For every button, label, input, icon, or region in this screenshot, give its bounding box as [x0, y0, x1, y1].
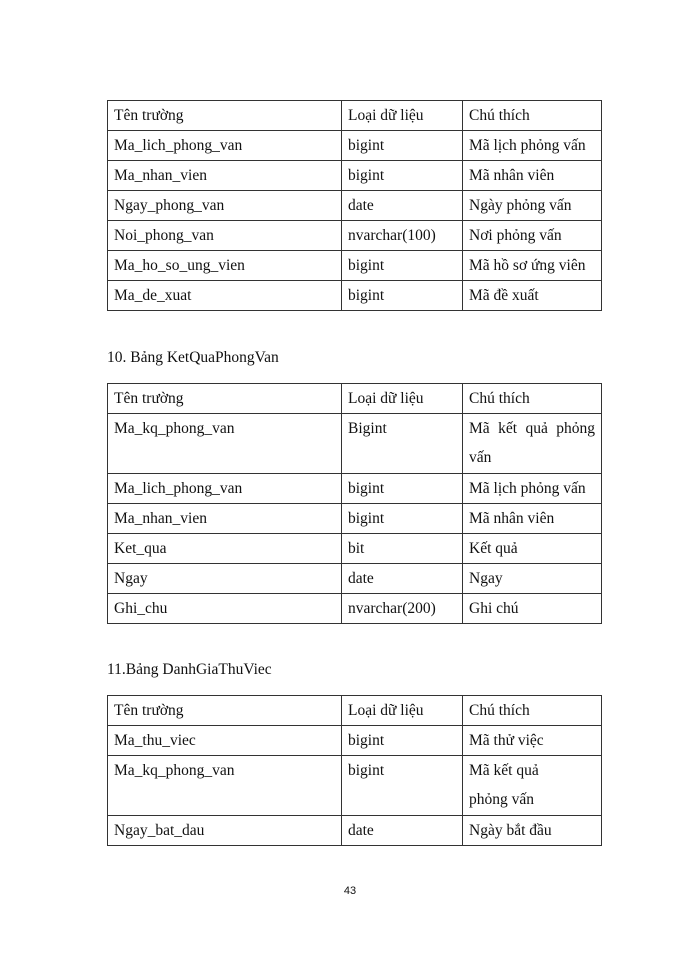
table-row	[108, 534, 602, 564]
data-type-cell: bigint	[342, 726, 463, 756]
note-cell: Mã kết quả phỏng vấn	[463, 414, 602, 474]
header-cell: Loại dữ liệu	[342, 384, 463, 414]
field-name-cell: Ma_lich_phong_van	[108, 474, 342, 504]
field-name-cell: Ghi_chu	[108, 594, 342, 624]
header-cell: Chú thích	[463, 696, 602, 726]
table-row	[108, 474, 602, 504]
data-type-cell: bigint	[342, 756, 463, 816]
header-cell: Tên trường	[108, 384, 342, 414]
table-row	[108, 281, 602, 311]
data-type-cell: bigint	[342, 251, 463, 281]
interview-schedule-table	[107, 100, 602, 311]
data-type-cell: date	[342, 191, 463, 221]
field-name-cell: Ma_kq_phong_van	[108, 414, 342, 474]
field-name-cell: Ma_thu_viec	[108, 726, 342, 756]
note-cell: Mã đề xuất	[463, 281, 602, 311]
data-type-cell: date	[342, 564, 463, 594]
header-cell: Chú thích	[463, 101, 602, 131]
section-heading-ketquaphongvan: 10. Bảng KetQuaPhongVan	[107, 349, 279, 366]
note-cell: Ngày phỏng vấn	[463, 191, 602, 221]
data-type-cell: bigint	[342, 131, 463, 161]
data-type-cell: bigint	[342, 474, 463, 504]
header-cell: Loại dữ liệu	[342, 101, 463, 131]
table-row	[108, 594, 602, 624]
table-row	[108, 564, 602, 594]
data-type-cell: date	[342, 816, 463, 846]
field-name-cell: Ma_ho_so_ung_vien	[108, 251, 342, 281]
table-row	[108, 726, 602, 756]
danhgiathuviec-table	[107, 695, 602, 846]
note-cell: Mã nhân viên	[463, 161, 602, 191]
table-row	[108, 221, 602, 251]
table-row	[108, 191, 602, 221]
field-name-cell: Ma_nhan_vien	[108, 504, 342, 534]
note-cell: Ngay	[463, 564, 602, 594]
note-cell: Mã nhân viên	[463, 504, 602, 534]
data-type-cell: bigint	[342, 161, 463, 191]
table-row	[108, 251, 602, 281]
note-cell: Mã hồ sơ ứng viên	[463, 251, 602, 281]
table-header-row	[108, 696, 602, 726]
field-name-cell: Ngay_phong_van	[108, 191, 342, 221]
field-name-cell: Ket_qua	[108, 534, 342, 564]
page-number: 43	[343, 885, 357, 897]
table-row	[108, 161, 602, 191]
data-type-cell: Bigint	[342, 414, 463, 474]
data-type-cell: bigint	[342, 281, 463, 311]
note-cell: Mã thử việc	[463, 726, 602, 756]
field-name-cell: Ngay	[108, 564, 342, 594]
field-name-cell: Ma_de_xuat	[108, 281, 342, 311]
note-cell: Mã kết quả phỏng vấn	[463, 756, 602, 816]
table-row	[108, 414, 602, 474]
data-type-cell: nvarchar(200)	[342, 594, 463, 624]
table-row	[108, 816, 602, 846]
header-cell: Loại dữ liệu	[342, 696, 463, 726]
field-name-cell: Ma_nhan_vien	[108, 161, 342, 191]
table-row	[108, 756, 602, 816]
table-row	[108, 504, 602, 534]
field-name-cell: Ma_kq_phong_van	[108, 756, 342, 816]
table-header-row	[108, 384, 602, 414]
note-cell: Nơi phỏng vấn	[463, 221, 602, 251]
header-cell: Tên trường	[108, 696, 342, 726]
data-type-cell: bigint	[342, 504, 463, 534]
data-type-cell: bit	[342, 534, 463, 564]
table-header-row	[108, 101, 602, 131]
field-name-cell: Noi_phong_van	[108, 221, 342, 251]
table-row	[108, 131, 602, 161]
field-name-cell: Ngay_bat_dau	[108, 816, 342, 846]
note-cell: Ghi chú	[463, 594, 602, 624]
note-cell: Kết quả	[463, 534, 602, 564]
note-cell: Mã lịch phỏng vấn	[463, 474, 602, 504]
ketquaphongvan-table	[107, 383, 602, 624]
note-cell: Ngày bắt đầu	[463, 816, 602, 846]
note-cell: Mã lịch phỏng vấn	[463, 131, 602, 161]
field-name-cell: Ma_lich_phong_van	[108, 131, 342, 161]
section-heading-danhgiathuviec: 11.Bảng DanhGiaThuViec	[107, 661, 272, 678]
header-cell: Chú thích	[463, 384, 602, 414]
header-cell: Tên trường	[108, 101, 342, 131]
data-type-cell: nvarchar(100)	[342, 221, 463, 251]
